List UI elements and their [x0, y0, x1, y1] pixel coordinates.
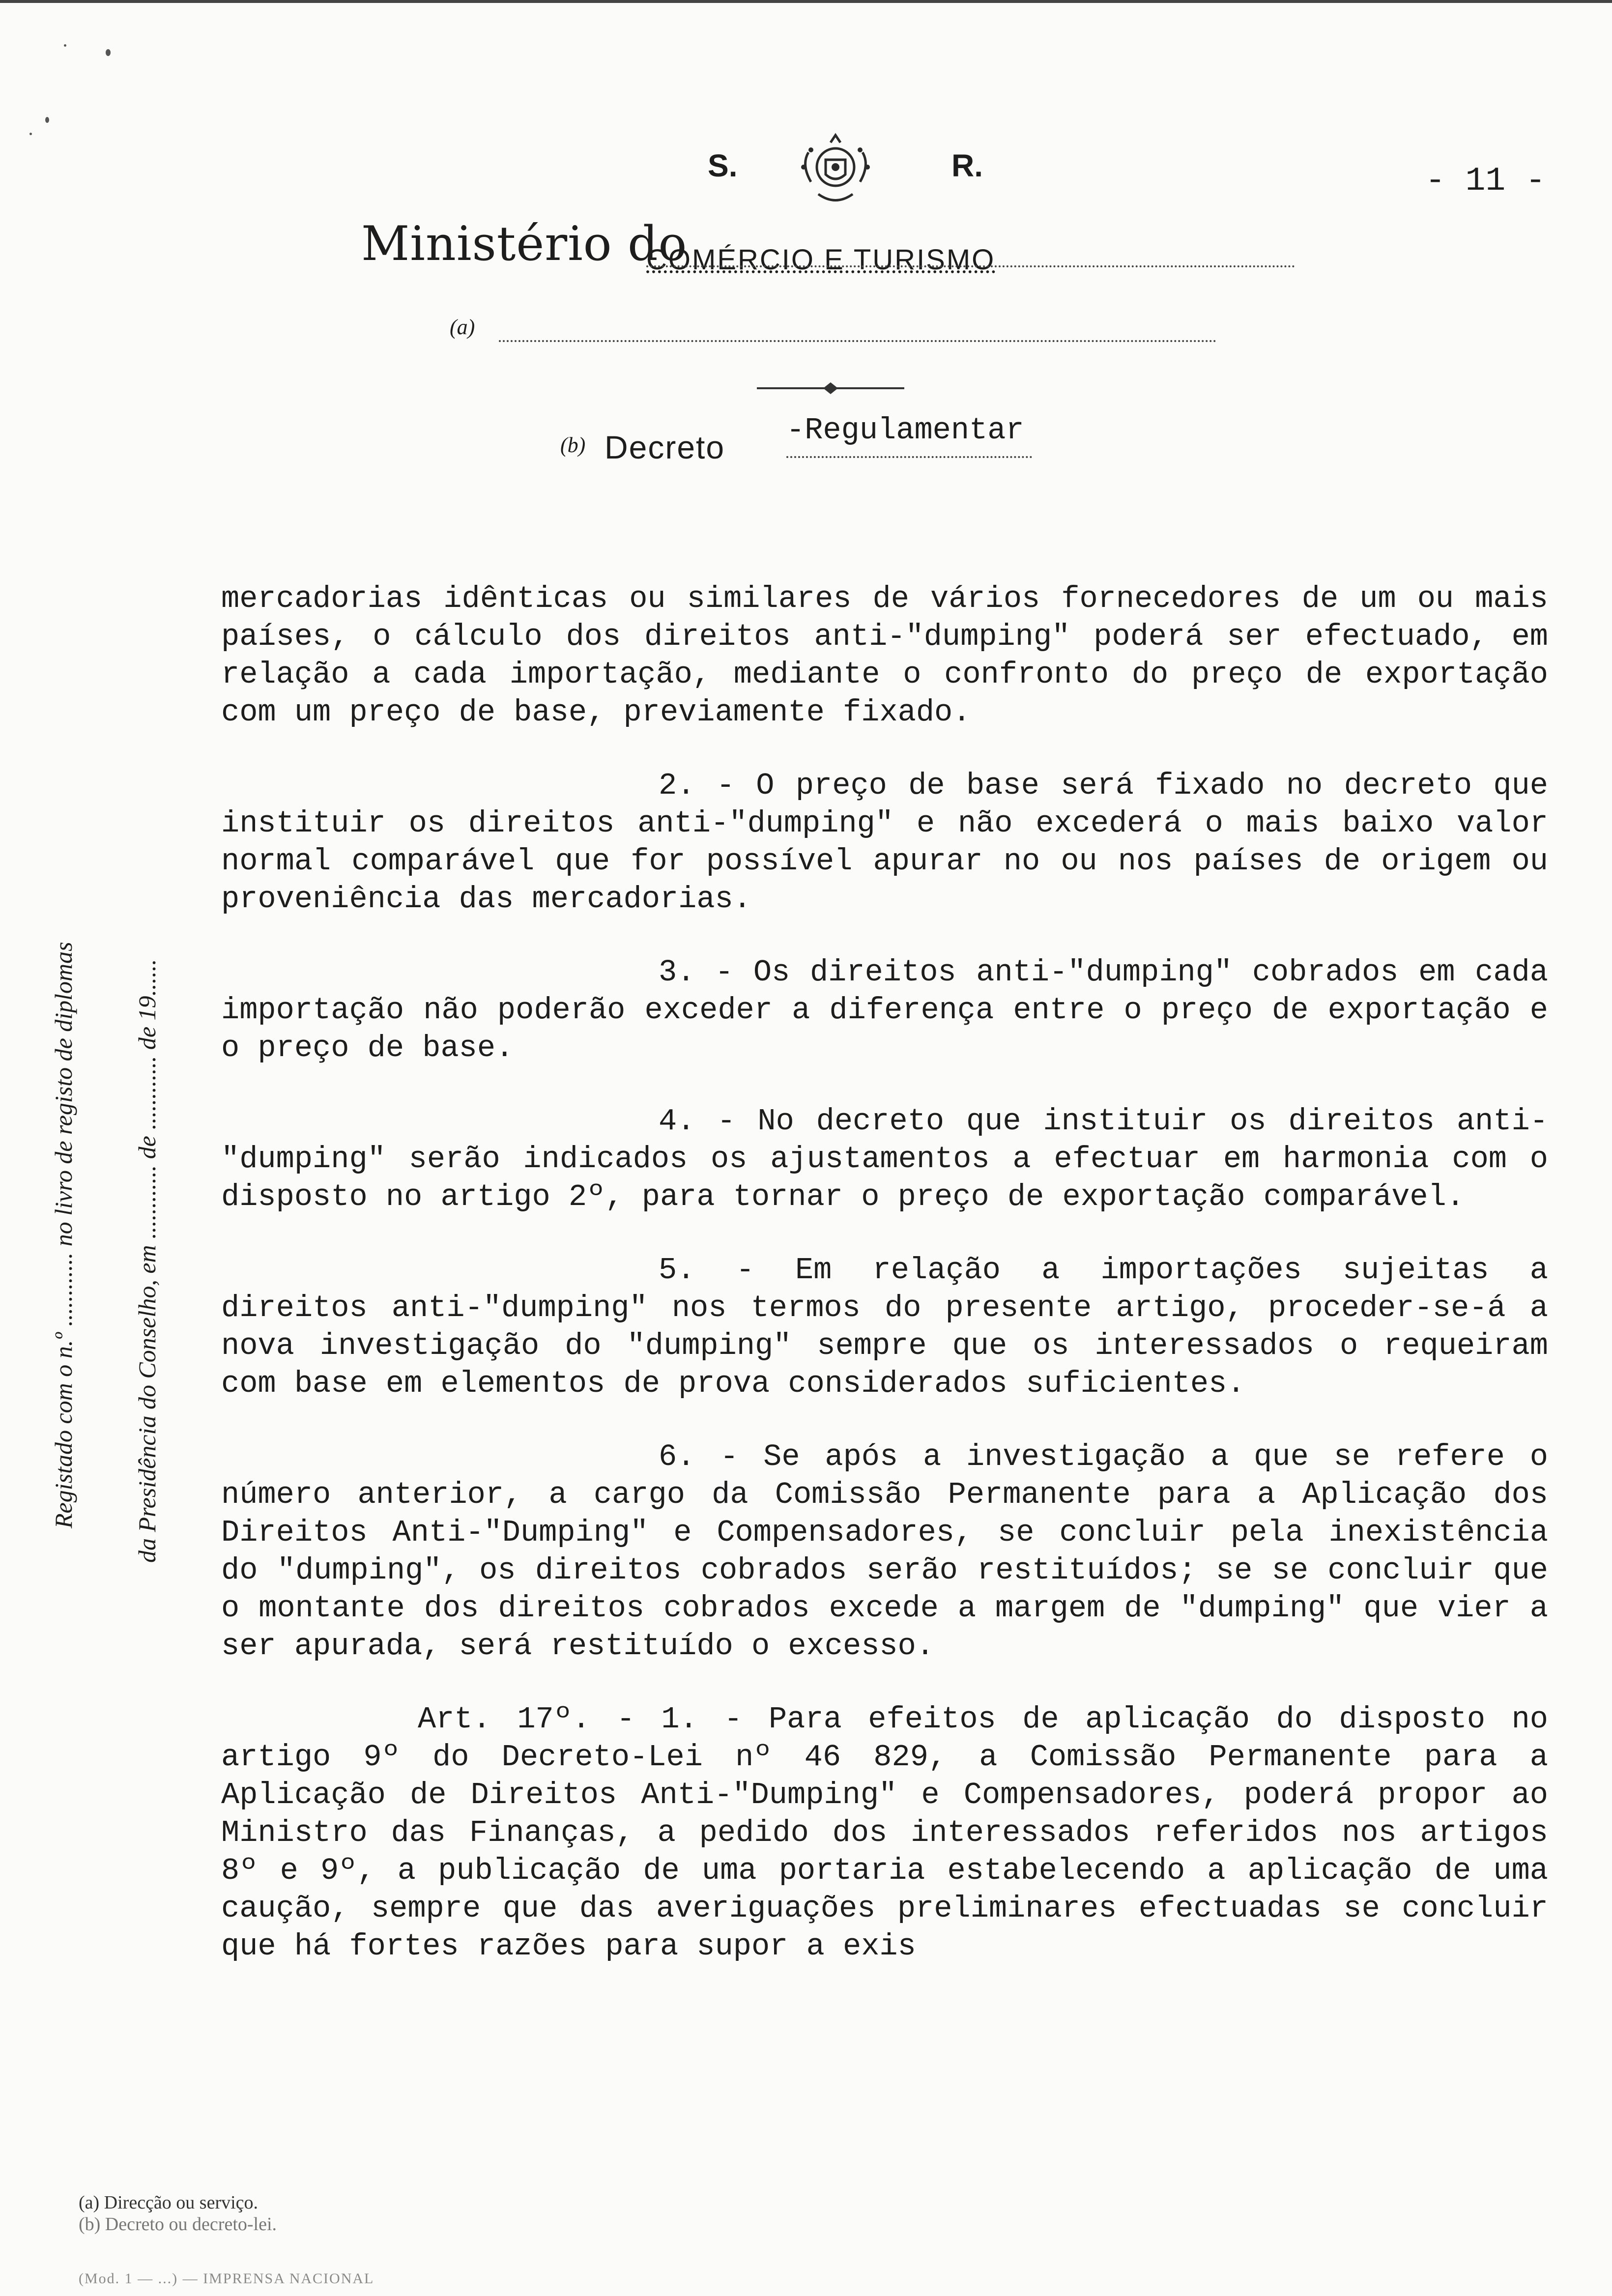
ministry-value: COMÉRCIO E TURISMO: [646, 244, 996, 276]
footnotes: [79, 2192, 767, 2235]
imprint-line: (Mod. 1 — ...) — IMPRENSA NACIONAL: [79, 2270, 374, 2287]
ministry-field: [361, 216, 1295, 276]
decreto-number-line: [786, 456, 1032, 458]
document-body: [221, 580, 1548, 1965]
paragraph-4: 4. - No decreto que instituir os direitos anti-"dumping" serão indicados os ajustamentos a efectuar em harmonia com o disposto no artigo 2º, para tornar o preço de exportação comparável.: [221, 1104, 1548, 1214]
divider-ornament-icon: [757, 378, 904, 398]
margin-registo-text: Registado com o n.º ............ no livro de registo de diplomas: [50, 942, 77, 1528]
sr-right: R.: [951, 148, 983, 183]
field-a: [450, 315, 1216, 344]
field-a-dotted-line: [499, 340, 1216, 342]
ministry-label: Ministério do: [361, 216, 688, 271]
sr-left: S.: [708, 148, 738, 183]
decreto-label: Decreto: [604, 429, 725, 465]
paragraph-3: 3. - Os direitos anti-"dumping" cobrados em cada importação não poderão exceder a diferença entre o preço de exportação e o preço de base.: [221, 955, 1548, 1065]
paragraph-art-17: Art. 17º. - 1. - Para efeitos de aplicação do disposto no artigo 9º do Decreto-Lei nº 46 829, a Comissão Permanente para a Aplicação de Direitos Anti-"Dumping" e Compensadores, poderá propor ao Ministro das Finanças, a pedido dos interessados referidos nos artigos 8º e 9º, a publicação de uma portaria estabelecendo a aplicação de uma caução, sempre que das averiguações preliminares efectuadas se concluir que há fortes razões para supor a exis: [221, 1702, 1548, 1964]
decreto-type: -Regulamentar: [786, 413, 1024, 448]
page-number: - 11 -: [1425, 162, 1546, 200]
field-a-label: (a): [450, 315, 475, 339]
decreto-b-label: (b): [560, 433, 586, 457]
decreto-field: [560, 413, 1081, 467]
paragraph-1: mercadorias idênticas ou similares de vários fornecedores de um ou mais países, o cálculo dos direitos anti-"dumping" poderá ser efectuado, em relação a cada importação, mediante o confronto do preço de exportação com um preço de base, previamente fixado.: [221, 581, 1548, 730]
margin-presidencia: [133, 629, 192, 1563]
paragraph-6: 6. - Se após a investigação a que se refere o número anterior, a cargo da Comissão Permanente para a Aplicação dos Direitos Anti-"Dumping" e Compensadores, se concluir pela inexistência do "dumping", os direitos cobrados serão restituídos; se se concluir que o montante dos direitos cobrados excede a margem de "dumping" que vier a ser apurada, será restituído o excesso.: [221, 1439, 1548, 1664]
paragraph-2: 2. - O preço de base será fixado no decreto que instituir os direitos anti-"dumping" e não excederá o mais baixo valor normal comparável que for possível apurar no ou nos países de origem ou proveniência das mercadorias.: [221, 768, 1548, 917]
footnote-a: (a) Direcção ou serviço.: [79, 2192, 259, 2213]
margin-registo: [49, 629, 108, 1528]
ministry-dotted-line: [646, 265, 1295, 267]
header-sr: [708, 133, 983, 206]
top-border-line: [0, 0, 1612, 3]
margin-presidencia-text: da Presidência do Conselho, em ............ de ............ de 19......: [133, 959, 161, 1563]
coat-of-arms-icon: [789, 133, 882, 206]
paragraph-5: 5. - Em relação a importações sujeitas a direitos anti-"dumping" nos termos do presente artigo, proceder-se-á a nova investigação do "dumping" sempre que os interessados o requeiram com base em elementos de prova considerados suficientes.: [221, 1253, 1548, 1401]
footnote-b: (b) Decreto ou decreto-lei.: [79, 2214, 277, 2235]
